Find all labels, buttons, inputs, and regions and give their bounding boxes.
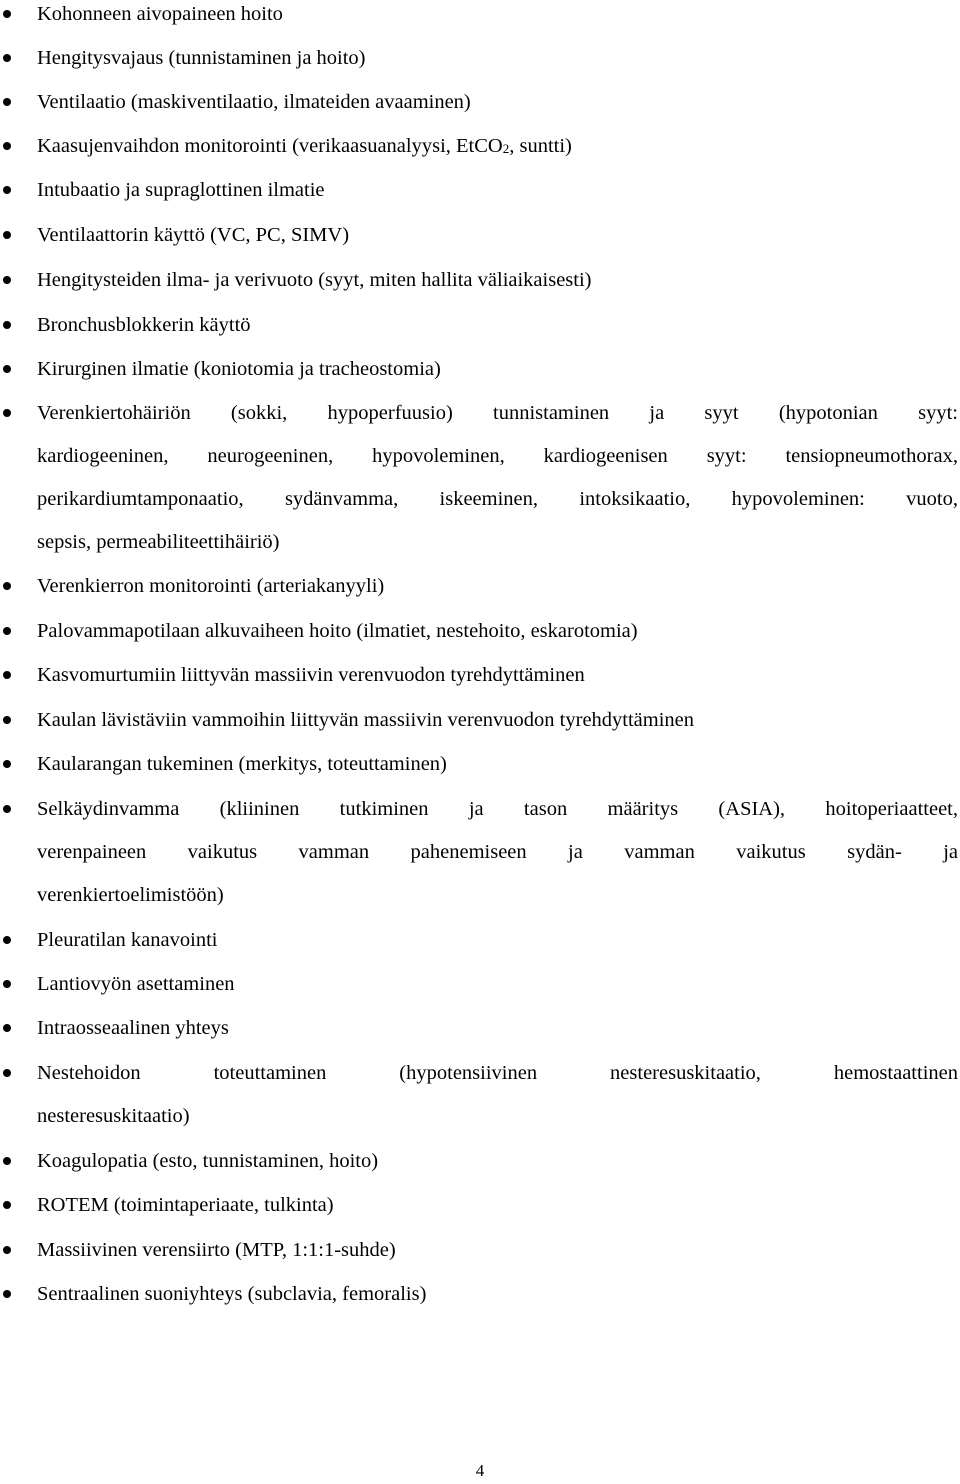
- text-segment: , suntti): [509, 135, 572, 157]
- list-item-text: Massiivinen verensiirto (MTP, 1:1:1-suhde): [37, 1239, 396, 1261]
- page-number: 4: [475, 1461, 485, 1480]
- bullet-icon: [3, 671, 11, 679]
- list-item-text: [37, 134, 572, 161]
- bullet-icon: [3, 1246, 11, 1254]
- list-item-text: Selkäydinvamma (kliininen tutkiminen ja tason määritys (ASIA), hoitoperiaatteet,: [37, 798, 958, 820]
- list-item-text: Sentraalinen suoniyhteys (subclavia, femoralis): [37, 1283, 427, 1305]
- list-item-text: Bronchusblokkerin käyttö: [37, 314, 251, 336]
- bullet-icon: [3, 1201, 11, 1209]
- list-item-text: Intraosseaalinen yhteys: [37, 1017, 229, 1039]
- bullet-icon: [3, 1069, 11, 1077]
- list-item-text: Kohonneen aivopaineen hoito: [37, 3, 283, 25]
- bullet-icon: [3, 1157, 11, 1165]
- subscript: 2: [502, 141, 510, 156]
- list-item-text: Hengitysteiden ilma- ja verivuoto (syyt, miten hallita väliaikaisesti): [37, 269, 592, 291]
- list-item-text: verenpaineen vaikutus vamman pahenemiseen ja vamman vaikutus sydän- ja: [37, 841, 958, 863]
- list-item-text: Koagulopatia (esto, tunnistaminen, hoito): [37, 1150, 379, 1172]
- bullet-icon: [3, 760, 11, 768]
- list-item-text: Kaularangan tukeminen (merkitys, toteuttaminen): [37, 753, 447, 775]
- list-item-text: kardiogeeninen, neurogeeninen, hypovoleminen, kardiogeenisen syyt: tensiopneumothorax,: [37, 445, 958, 467]
- bullet-icon: [3, 98, 11, 106]
- bullet-icon: [3, 142, 11, 150]
- bullet-icon: [3, 805, 11, 813]
- list-item-text: verenkiertoelimistöön): [37, 884, 224, 906]
- bullet-icon: [3, 582, 11, 590]
- list-item-text: Ventilaattorin käyttö (VC, PC, SIMV): [37, 224, 350, 246]
- list-item-text: Nestehoidon toteuttaminen (hypotensiivinen nesteresuskitaatio, hemostaattinen: [37, 1062, 958, 1084]
- bullet-icon: [3, 936, 11, 944]
- bullet-icon: [3, 409, 11, 417]
- list-item-text: Verenkiertohäiriön (sokki, hypoperfuusio) tunnistaminen ja syyt (hypotonian syyt:: [37, 402, 958, 424]
- list-item-text: Kirurginen ilmatie (koniotomia ja tracheostomia): [37, 358, 441, 380]
- list-item-text: Kasvomurtumiin liittyvän massiivin verenvuodon tyrehdyttäminen: [37, 664, 585, 686]
- list-item-text: perikardiumtamponaatio, sydänvamma, iskeeminen, intoksikaatio, hypovoleminen: vuoto,: [37, 488, 958, 510]
- bullet-icon: [3, 980, 11, 988]
- bullet-icon: [3, 231, 11, 239]
- list-item-text: Verenkierron monitorointi (arteriakanyyli): [37, 575, 385, 597]
- list-item-text: Hengitysvajaus (tunnistaminen ja hoito): [37, 47, 366, 69]
- list-item-text: ROTEM (toimintaperiaate, tulkinta): [37, 1194, 334, 1216]
- list-item-text: Palovammapotilaan alkuvaiheen hoito (ilmatiet, nestehoito, eskarotomia): [37, 620, 638, 642]
- bullet-icon: [3, 54, 11, 62]
- bullet-icon: [3, 1024, 11, 1032]
- bullet-icon: [3, 186, 11, 194]
- list-item-text: Ventilaatio (maskiventilaatio, ilmateiden avaaminen): [37, 91, 471, 113]
- list-item-text: sepsis, permeabiliteettihäiriö): [37, 531, 280, 553]
- list-item-text: Intubaatio ja supraglottinen ilmatie: [37, 179, 325, 201]
- text-segment: Kaasujenvaihdon monitorointi (verikaasuanalyysi, EtCO: [37, 135, 503, 157]
- list-item-text: nesteresuskitaatio): [37, 1105, 190, 1127]
- list-item-text: Pleuratilan kanavointi: [37, 929, 218, 951]
- bullet-icon: [3, 321, 11, 329]
- list-item-text: Kaulan lävistäviin vammoihin liittyvän massiivin verenvuodon tyrehdyttäminen: [37, 709, 695, 731]
- bullet-icon: [3, 365, 11, 373]
- bullet-icon: [3, 627, 11, 635]
- bullet-icon: [3, 716, 11, 724]
- bullet-icon: [3, 276, 11, 284]
- bullet-icon: [3, 1290, 11, 1298]
- list-item-text: Lantiovyön asettaminen: [37, 973, 235, 995]
- bullet-icon: [3, 10, 11, 18]
